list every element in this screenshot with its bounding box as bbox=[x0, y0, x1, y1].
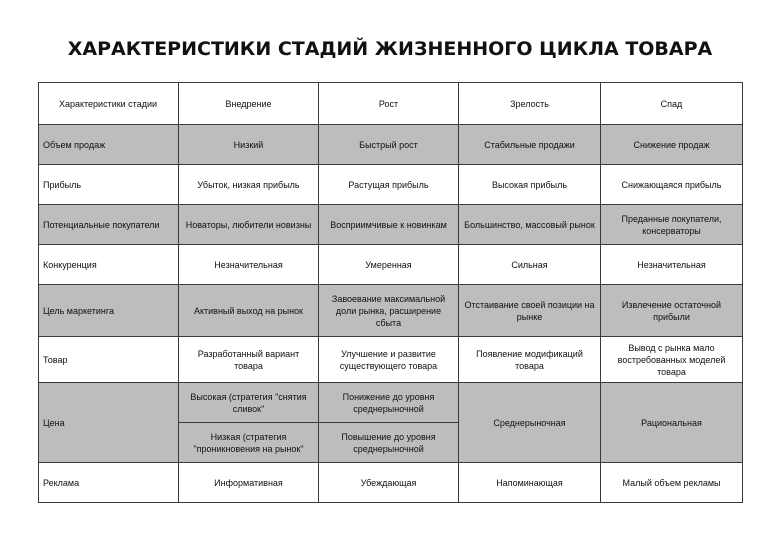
table-cell: Напоминающая bbox=[459, 463, 601, 503]
table-cell: Преданные покупатели, консерваторы bbox=[601, 205, 743, 245]
table-cell: Рациональная bbox=[601, 383, 743, 463]
lifecycle-table bbox=[38, 82, 743, 503]
table-cell: Малый объем рекламы bbox=[601, 463, 743, 503]
table-cell: Убеждающая bbox=[319, 463, 459, 503]
header-cell-growth: Рост bbox=[319, 83, 459, 125]
table-cell: Улучшение и развитие существующего товара bbox=[319, 337, 459, 383]
row-label: Цель маркетинга bbox=[39, 285, 179, 337]
table-cell: Информативная bbox=[179, 463, 319, 503]
table-cell: Отстаивание своей позиции на рынке bbox=[459, 285, 601, 337]
table-cell: Стабильные продажи bbox=[459, 125, 601, 165]
table-cell: Появление модификаций товара bbox=[459, 337, 601, 383]
table-row-sales bbox=[39, 125, 743, 165]
table-cell: Низкая (стратегия "проникновения на рынок" bbox=[179, 423, 319, 463]
table-cell: Незначительная bbox=[601, 245, 743, 285]
row-label: Прибыль bbox=[39, 165, 179, 205]
row-label: Конкуренция bbox=[39, 245, 179, 285]
table-cell: Извлечение остаточной прибыли bbox=[601, 285, 743, 337]
table-cell: Активный выход на рынок bbox=[179, 285, 319, 337]
table-cell: Большинство, массовый рынок bbox=[459, 205, 601, 245]
table-row-marketing bbox=[39, 285, 743, 337]
table-cell: Снижение продаж bbox=[601, 125, 743, 165]
table-row-price-a bbox=[39, 383, 743, 423]
table-row-competition bbox=[39, 245, 743, 285]
table-cell: Убыток, низкая прибыль bbox=[179, 165, 319, 205]
table-cell: Сильная bbox=[459, 245, 601, 285]
row-label: Реклама bbox=[39, 463, 179, 503]
table-cell: Низкий bbox=[179, 125, 319, 165]
table-cell: Быстрый рост bbox=[319, 125, 459, 165]
header-cell-introduction: Внедрение bbox=[179, 83, 319, 125]
header-cell-characteristics: Характеристики стадии bbox=[39, 83, 179, 125]
table-cell: Понижение до уровня среднерыночной bbox=[319, 383, 459, 423]
table-cell: Снижающаяся прибыль bbox=[601, 165, 743, 205]
row-label: Цена bbox=[39, 383, 179, 463]
table-cell: Умеренная bbox=[319, 245, 459, 285]
table-cell: Завоевание максимальной доли рынка, расширение сбыта bbox=[319, 285, 459, 337]
row-label: Объем продаж bbox=[39, 125, 179, 165]
table-header-row bbox=[39, 83, 743, 125]
table-row-buyers bbox=[39, 205, 743, 245]
table-cell: Среднерыночная bbox=[459, 383, 601, 463]
header-cell-maturity: Зрелость bbox=[459, 83, 601, 125]
row-label: Потенциальные покупатели bbox=[39, 205, 179, 245]
table-cell: Повышение до уровня среднерыночной bbox=[319, 423, 459, 463]
page-title: ХАРАКТЕРИСТИКИ СТАДИЙ ЖИЗНЕННОГО ЦИКЛА ТОВАРА bbox=[67, 38, 713, 60]
table-cell: Восприимчивые к новинкам bbox=[319, 205, 459, 245]
table-row-product bbox=[39, 337, 743, 383]
table-cell: Вывод с рынка мало востребованных моделей товара bbox=[601, 337, 743, 383]
header-cell-decline: Спад bbox=[601, 83, 743, 125]
table-cell: Растущая прибыль bbox=[319, 165, 459, 205]
table-row-ads bbox=[39, 463, 743, 503]
row-label: Товар bbox=[39, 337, 179, 383]
table-row-profit bbox=[39, 165, 743, 205]
table-cell: Незначительная bbox=[179, 245, 319, 285]
table-cell: Новаторы, любители новизны bbox=[179, 205, 319, 245]
table-cell: Высокая (стратегия "снятия сливок" bbox=[179, 383, 319, 423]
table-cell: Высокая прибыль bbox=[459, 165, 601, 205]
table-cell: Разработанный вариант товара bbox=[179, 337, 319, 383]
